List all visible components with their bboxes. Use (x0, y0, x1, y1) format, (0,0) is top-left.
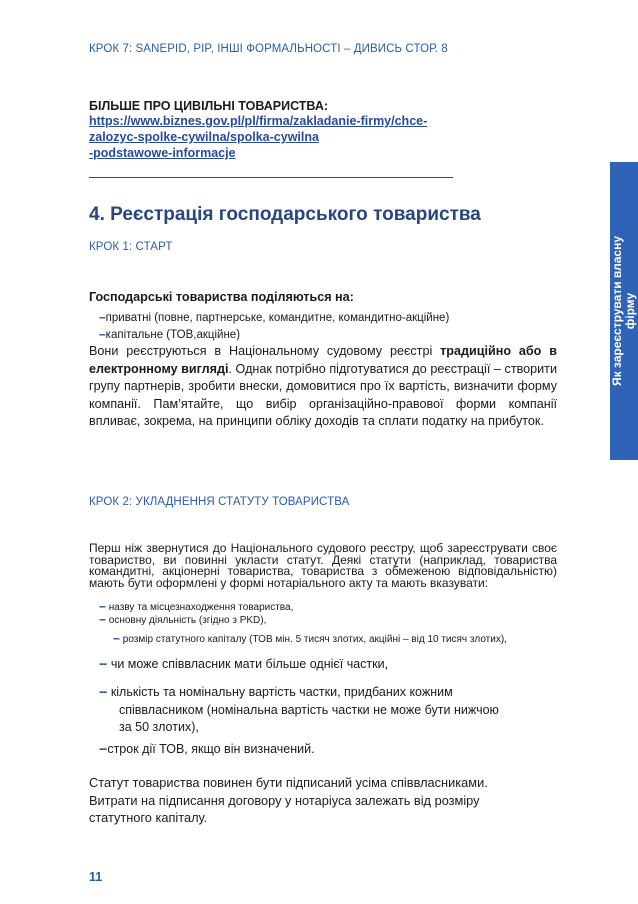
closing-line: статутного капіталу. (89, 810, 208, 825)
step7-heading: КРОК 7: SANEPID, PIP, ІНШІ ФОРМАЛЬНОСТІ – ДИВИСЬ СТОР. 8 (89, 43, 448, 55)
step2-heading: КРОК 2: УКЛАДНЕННЯ СТАТУТУ ТОВАРИСТВА (89, 496, 350, 508)
step2-item (99, 740, 315, 757)
item-text: розмір статутного капіталу (ТОВ мін. 5 тисяч злотих, акційні – від 10 тисяч злотих), (122, 634, 507, 645)
dash-bullet: -- (99, 740, 107, 756)
dash-bullet: -- (99, 655, 107, 671)
dash-bullet: -- (99, 599, 105, 613)
closing-line: Статут товариства повинен бути підписаний усіма співвласниками. (89, 775, 488, 790)
step2-item (99, 655, 388, 672)
page-number: 11 (89, 870, 103, 884)
more-info-title: БІЛЬШЕ ПРО ЦИВІЛЬНІ ТОВАРИСТВА: (89, 99, 329, 113)
para-text: Вони реєструються в Національному судовому реєстрі (89, 344, 441, 358)
dash-bullet: -- (99, 312, 105, 324)
item-text: назву та місцезнаходження товариства, (108, 602, 294, 613)
item-text: строк дії ТОВ, якщо він визначений. (107, 742, 315, 756)
section-title: 4. Реєстрація господарського товариства (89, 204, 481, 225)
more-info-link[interactable] (89, 113, 427, 161)
para-bold-text: традиційно або в електронному вигляді (89, 344, 557, 376)
closing-line: Витрати на підписання договору у нотаріуса залежать від розміру (89, 792, 480, 808)
sidebar-line: фірму (623, 292, 637, 330)
step2-item (113, 633, 507, 646)
step1-paragraph (89, 343, 557, 431)
para-text: . Однак потрібно підготуватися до реєстрації – створити групу партнерів, зробити внески, домовитися про їх вартість, визначити форму компанії. Пам’ятайте, що вибір організаційно-правової форми компанії впливає, зокрема, на принципи обліку доходів та сплати податку на прибуток. (89, 361, 557, 428)
dash-bullet: -- (99, 612, 105, 626)
link-line[interactable]: https://www.biznes.gov.pl/pl/firma/zakladanie-firmy/chce- (89, 114, 428, 128)
dash-bullet: -- (113, 631, 119, 645)
item-text: чи може співвласник мати більше однієї частки, (110, 657, 389, 671)
item-text: приватні (повне, партнерське, командитне, командитно-акційне) (105, 312, 450, 324)
divider (89, 177, 453, 178)
step1-item (99, 327, 240, 343)
sidebar-label (611, 236, 637, 386)
item-text: за 50 злотих), (119, 720, 199, 734)
link-line[interactable]: -podstawowe-informacje (89, 146, 236, 160)
item-text: кількість та номінальну вартість частки, придбаних кожним (110, 685, 453, 699)
link-line[interactable]: zalozyc-spolke-cywilna/spolka-cywilna (89, 130, 319, 144)
dash-bullet: -- (99, 683, 107, 699)
chapter-sidebar-tab (610, 162, 638, 460)
item-text: капітальне (ТОВ,акційне) (105, 329, 241, 341)
step1-item (99, 310, 449, 326)
step2-item (99, 601, 293, 614)
step2-intro: Перш ніж звернутися до Національного судового реєстру, щоб зареєструвати своє товариство, ви повинні укласти статут. Деякі статути (наприклад, товариства командитні, акціонерні товариства, товариства з обмеженою відповідальністю) мають бути оформлені у формі нотаріального акту та мають вказувати: (89, 541, 557, 590)
item-text: основну діяльність (згідно з PKD), (108, 615, 267, 626)
step1-intro: Господарські товариства поділяються на: (89, 290, 354, 304)
step2-closing (89, 774, 488, 827)
step1-heading: КРОК 1: СТАРТ (89, 241, 173, 253)
item-text: співвласником (номінальна вартість частки не може бути нижчою (119, 702, 499, 717)
step2-item (99, 683, 499, 737)
sidebar-line: Як зареєструвати власну (610, 235, 624, 387)
dash-bullet: -- (99, 329, 105, 341)
step2-item (99, 614, 266, 627)
